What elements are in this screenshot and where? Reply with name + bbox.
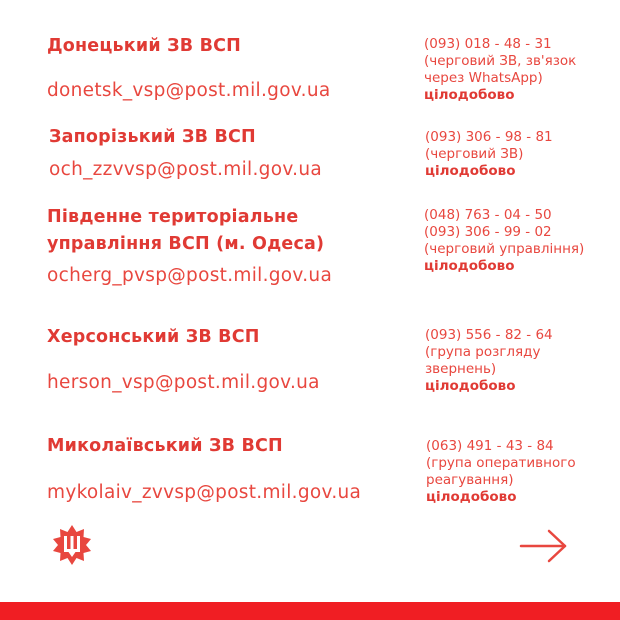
unit-contact: (093) 018 - 48 - 31 (черговий ЗВ, зв'язок через WhatsApp) цілодобово: [424, 36, 577, 103]
unit-contact: (093) 306 - 98 - 81 (черговий ЗВ) цілодобово: [425, 129, 553, 179]
bottom-bar: [0, 602, 620, 620]
phone-number[interactable]: (048) 763 - 04 - 50: [424, 207, 552, 223]
unit-name: Херсонський ЗВ ВСП: [47, 327, 260, 347]
unit-name: Миколаївський ЗВ ВСП: [47, 436, 283, 456]
unit-contact: (063) 491 - 43 - 84 (група оперативного реагування) цілодобово: [426, 438, 576, 505]
phone-number[interactable]: (063) 491 - 43 - 84: [426, 438, 554, 454]
unit-name: Запорізький ЗВ ВСП: [49, 127, 256, 147]
hours-label: цілодобово: [425, 163, 516, 179]
hours-label: цілодобово: [425, 378, 516, 394]
phone-number[interactable]: (093) 306 - 99 - 02: [424, 224, 552, 240]
unit-contact: (048) 763 - 04 - 50 (093) 306 - 99 - 02 (черговий управління) цілодобово: [424, 207, 585, 274]
unit-name: Південне територіальне управління ВСП (м. Одеса): [47, 207, 325, 254]
unit-email[interactable]: ocherg_pvsp@post.mil.gov.ua: [47, 265, 333, 286]
unit-name: Донецький ЗВ ВСП: [47, 36, 241, 56]
arrow-right-icon[interactable]: [518, 528, 570, 564]
phone-number[interactable]: (093) 306 - 98 - 81: [425, 129, 553, 145]
hours-label: цілодобово: [424, 87, 515, 103]
unit-email[interactable]: donetsk_vsp@post.mil.gov.ua: [47, 80, 331, 101]
unit-contact: (093) 556 - 82 - 64 (група розгляду звернень) цілодобово: [425, 327, 553, 394]
unit-email[interactable]: herson_vsp@post.mil.gov.ua: [47, 372, 320, 393]
unit-email[interactable]: och_zzvvsp@post.mil.gov.ua: [49, 159, 322, 180]
military-service-emblem-icon: [52, 525, 92, 565]
phone-number[interactable]: (093) 556 - 82 - 64: [425, 327, 553, 343]
hours-label: цілодобово: [424, 258, 515, 274]
unit-email[interactable]: mykolaiv_zvvsp@post.mil.gov.ua: [47, 482, 362, 503]
hours-label: цілодобово: [426, 489, 517, 505]
phone-number[interactable]: (093) 018 - 48 - 31: [424, 36, 552, 52]
